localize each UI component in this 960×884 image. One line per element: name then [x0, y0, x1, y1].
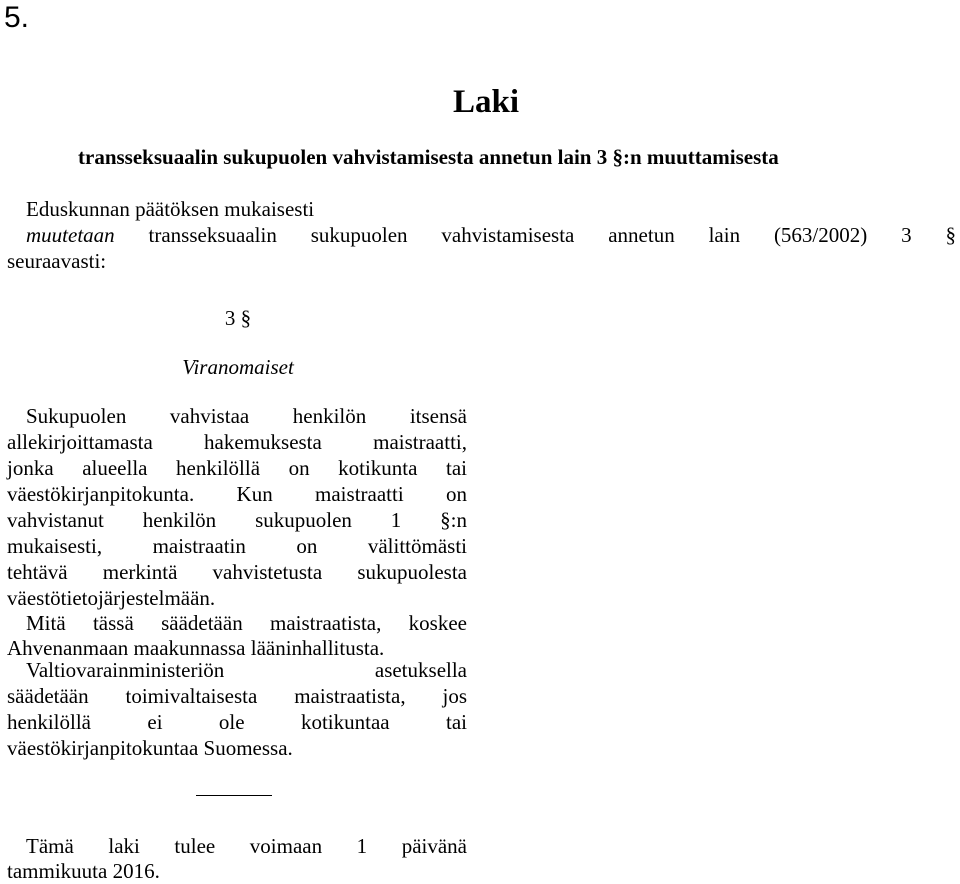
- body-line: säädetään toimivaltaisesta maistraatista, jos: [7, 684, 467, 708]
- amendment-continuation: seuraavasti:: [7, 249, 107, 273]
- body-line: vahvistanut henkilön sukupuolen 1 §:n: [7, 508, 467, 532]
- entry-into-force-line: tammikuuta 2016.: [7, 859, 160, 883]
- body-line: Mitä tässä säädetään maistraatista, koskee: [26, 611, 467, 635]
- body-line: jonka alueella henkilöllä on kotikunta tai: [7, 456, 467, 480]
- separator-rule: [196, 795, 272, 796]
- body-line: allekirjoittamasta hakemuksesta maistraatti,: [7, 430, 467, 454]
- body-line: väestökirjanpitokunta. Kun maistraatti on: [7, 482, 467, 506]
- entry-into-force-line: Tämä laki tulee voimaan 1 päivänä: [26, 834, 467, 858]
- amendment-clause: [26, 222, 956, 248]
- body-line: Ahvenanmaan maakunnassa lääninhallitusta.: [7, 636, 385, 660]
- section-number: 3 §: [224, 306, 252, 330]
- law-subtitle: transseksuaalin sukupuolen vahvistamisesta annetun lain 3 §:n muuttamisesta: [78, 145, 779, 169]
- amendment-text: transseksuaalin sukupuolen vahvistamisesta annetun lain (563/2002) 3 §: [148, 223, 956, 247]
- body-line: väestökirjanpitokuntaa Suomessa.: [7, 736, 293, 760]
- body-line: väestötietojärjestelmään.: [7, 586, 216, 610]
- section-heading: Viranomaiset: [182, 355, 294, 379]
- body-line: henkilöllä ei ole kotikuntaa tai: [7, 710, 467, 734]
- preamble: Eduskunnan päätöksen mukaisesti: [26, 197, 315, 221]
- amendment-verb: muutetaan: [26, 223, 115, 247]
- body-line: tehtävä merkintä vahvistetusta sukupuolesta: [7, 560, 467, 584]
- law-title: Laki: [452, 84, 520, 120]
- page-number: 5.: [4, 1, 30, 34]
- body-line: Valtiovarainministeriön asetuksella: [26, 658, 467, 682]
- body-line: mukaisesti, maistraatin on välittömästi: [7, 534, 467, 558]
- body-line: Sukupuolen vahvistaa henkilön itsensä: [26, 404, 467, 428]
